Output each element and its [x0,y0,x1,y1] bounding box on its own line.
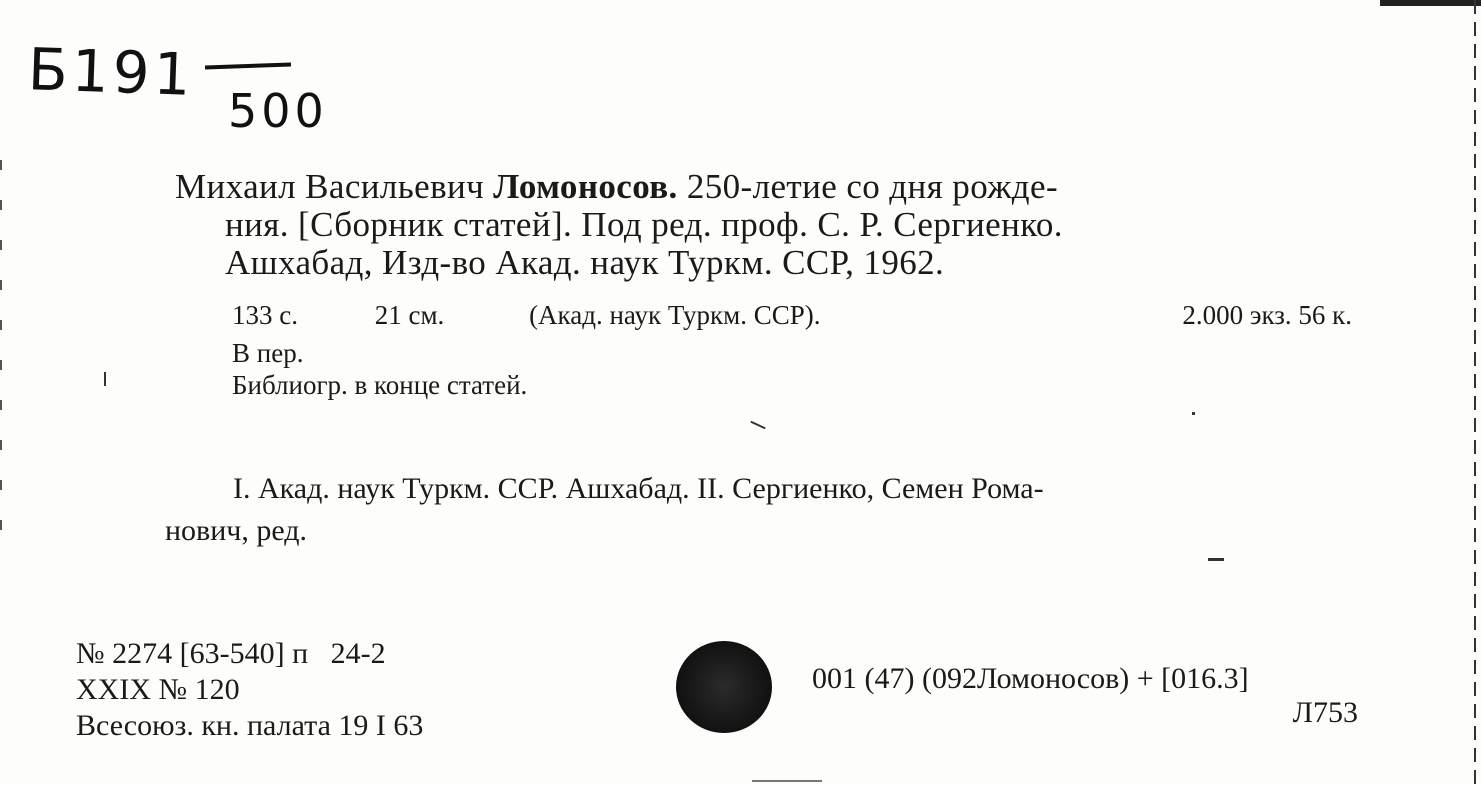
scan-speck [1192,412,1195,415]
scan-speck [1208,558,1224,561]
tracings-line-2: нович, ред. [165,514,308,547]
card-edge-top [1380,0,1481,6]
card-punch-hole [676,641,772,733]
handwritten-fraction-line [205,63,291,70]
binding-note: В пер. [232,338,304,368]
registration-line-3: Всесоюз. кн. палата 19 I 63 [76,709,424,742]
registration-block [76,636,423,744]
entry-heading-line [175,168,1355,206]
entry-line-2: ния. [Сборник статей]. Под ред. проф. С. Р. Сергиенко. [225,205,1063,244]
bibliography-note: Библиогр. в конце статей. [232,370,528,400]
card-edge-left [0,160,2,540]
collation-series: (Акад. наук Туркм. ССР). [529,300,821,330]
tracings [165,468,1355,552]
udc-index: 001 (47) (092Ломоносов) + [016.3] [812,662,1249,695]
main-entry [175,168,1355,282]
collation-copies-price: 2.000 экз. 56 к. [1182,300,1352,330]
registration-line-2: XXIX № 120 [76,673,240,706]
scan-speck [752,780,822,782]
scan-speck [750,421,765,430]
handwritten-shelf-number: Б191 [26,35,196,109]
collation-pages: 133 с. [232,300,298,330]
registration-line-1: № 2274 [63-540] п 24-2 [76,637,386,670]
classification-block [812,662,1358,730]
entry-heading-end: 250-летие со дня рожде- [677,167,1058,206]
entry-heading-start: Михаил Васильевич [175,167,494,206]
author-mark: Л753 [1292,696,1358,729]
card-edge-right [1474,0,1476,785]
tracings-line-1: I. Акад. наук Туркм. ССР. Ашхабад. II. Сергиенко, Семен Рома- [233,472,1044,505]
scan-speck [104,372,106,386]
handwritten-denominator: 500 [228,84,328,138]
collation-size: 21 см. [374,300,445,330]
collation-line [232,298,1352,332]
entry-line-3: Ашхабад, Изд-во Акад. наук Туркм. ССР, 1962. [225,243,945,282]
entry-heading-bold: Ломоносов. [493,167,678,206]
